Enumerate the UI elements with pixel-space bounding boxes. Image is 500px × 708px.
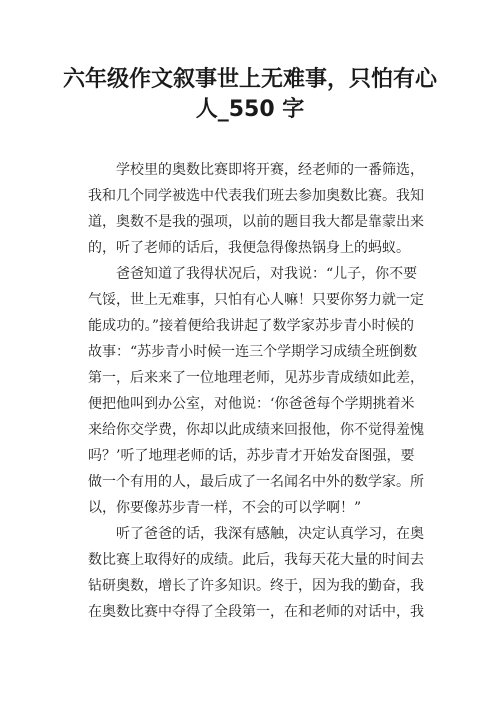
paragraph-1-line: 的，听了老师的话后，我便急得像热锅身上的蚂蚁。 (88, 240, 410, 256)
paragraph-2-line: 能成功的。”接着便给我讲起了数学家苏步青小时候的 (88, 318, 414, 334)
paragraph-2-line: 爸爸知道了我得状况后，对我说：“儿子，你不要 (116, 266, 418, 282)
paragraph-1-line: 我和几个同学被选中代表我们班去参加奥数比赛。我知 (88, 188, 424, 204)
paragraph-2-line: 故事：“苏步青小时候一连三个学期学习成绩全班倒数 (88, 344, 418, 360)
paragraph-2-line: 以，你要像苏步青一样，不会的可以学啊！” (88, 500, 362, 516)
document-title-line-2: 人_550 字 (195, 97, 305, 122)
paragraph-2-line: 吗？’听了地理老师的话，苏步青才开始发奋图强，要 (88, 448, 415, 464)
paragraph-3-line: 听了爸爸的话，我深有感触，决定认真学习，在奥 (116, 526, 424, 542)
document-title-line-1: 六年级作文叙事世上无难事，只怕有心 (62, 67, 437, 92)
paragraph-2-line: 来给你交学费，你却以此成绩来回报他，你不觉得羞愧 (88, 422, 424, 438)
paragraph-3-line: 在奥数比赛中夺得了全段第一，在和老师的对话中，我 (88, 604, 424, 620)
paragraph-2-line: 气馁，世上无难事，只怕有心人嘛！只要你努力就一定 (88, 292, 424, 308)
paragraph-2-line: 便把他叫到办公室，对他说：‘你爸爸每个学期挑着米 (88, 396, 415, 412)
paragraph-1-line: 道，奥数不是我的强项，以前的题目我大都是靠蒙出来 (88, 214, 424, 230)
paragraph-3-line: 钻研奥数，增长了许多知识。终于，因为我的勤奋，我 (88, 578, 424, 594)
paragraph-2-line: 第一，后来来了一位地理老师，见苏步青成绩如此差， (88, 370, 424, 386)
paragraph-2-line: 做一个有用的人，最后成了一名闻名中外的数学家。所 (88, 474, 424, 490)
paragraph-3-line: 数比赛上取得好的成绩。此后，我每天花大量的时间去 (88, 552, 424, 568)
paragraph-1-line: 学校里的奥数比赛即将开赛，经老师的一番筛选， (116, 162, 424, 178)
